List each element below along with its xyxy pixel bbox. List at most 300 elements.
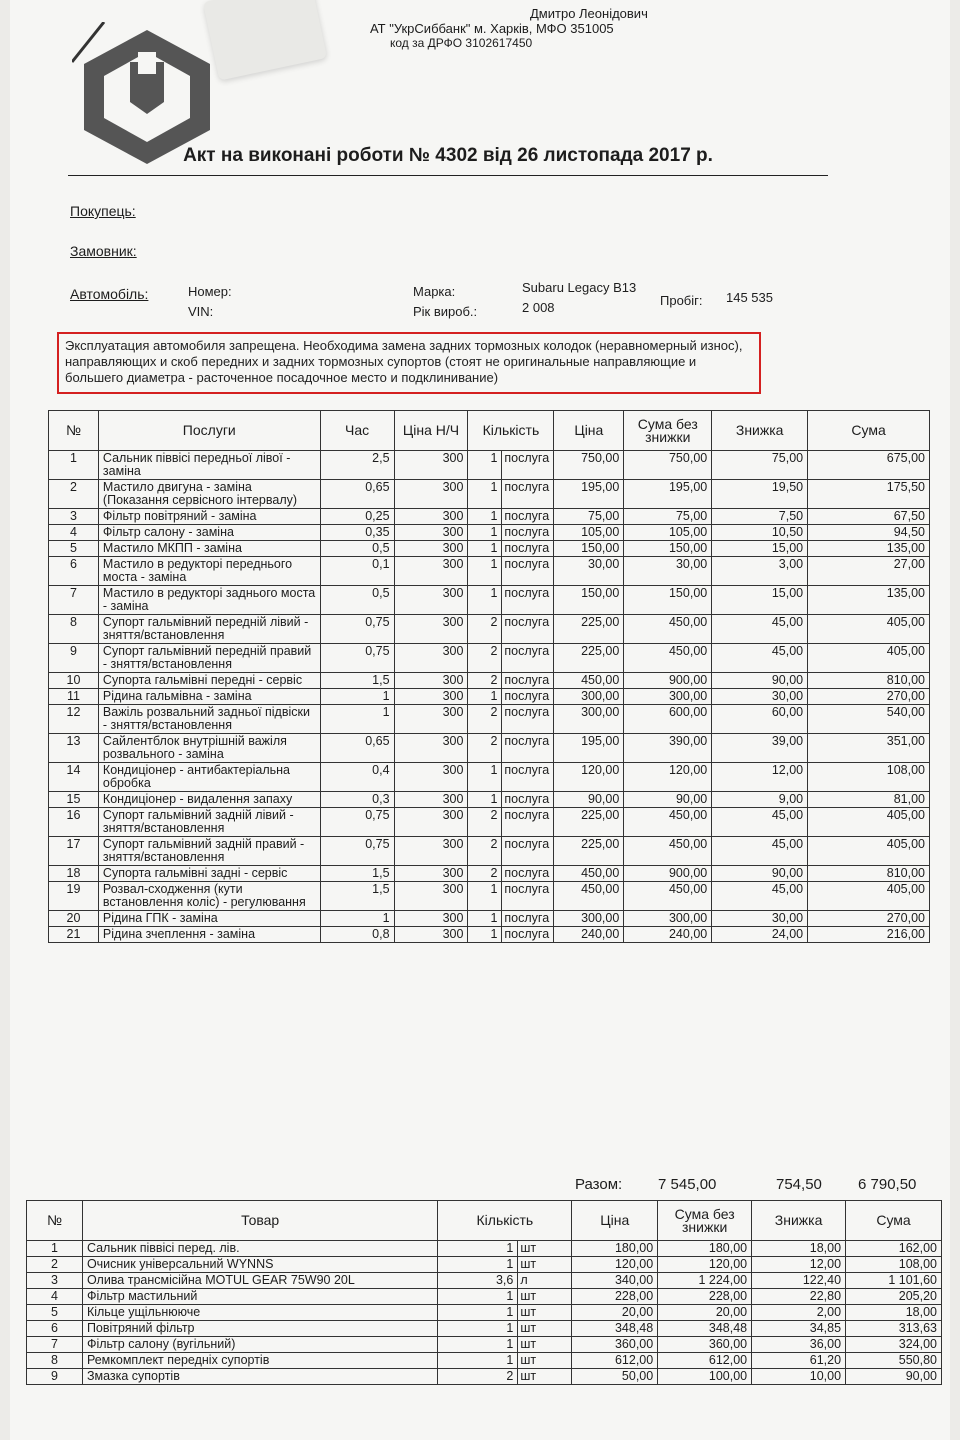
cell-quantity: 1 (468, 911, 502, 927)
cell-price: 300,00 (554, 705, 624, 734)
cell-sum: 405,00 (808, 644, 930, 673)
cell-hours: 0,75 (320, 837, 394, 866)
cell-discount: 30,00 (712, 689, 808, 705)
cell-unit: шт (518, 1305, 572, 1321)
cell-price: 150,00 (554, 586, 624, 615)
cell-service: Розвал-сходження (кути встановлення коліс) - регулювання (98, 882, 320, 911)
cell-sum: 810,00 (808, 673, 930, 689)
table-row (27, 1241, 942, 1257)
cell-sum: 135,00 (808, 541, 930, 557)
cell-sum: 405,00 (808, 837, 930, 866)
cell-quantity: 1 (468, 480, 502, 509)
cell-discount: 45,00 (712, 615, 808, 644)
cell-number: 5 (49, 541, 99, 557)
cell-number: 14 (49, 763, 99, 792)
cell-unit: послуга (502, 615, 554, 644)
cell-sum: 324,00 (846, 1337, 942, 1353)
cell-sum-no-discount: 120,00 (658, 1257, 752, 1273)
cell-price: 195,00 (554, 480, 624, 509)
cell-unit: послуга (502, 808, 554, 837)
cell-sum-no-discount: 240,00 (624, 927, 712, 943)
cell-price: 612,00 (572, 1353, 658, 1369)
cell-rate: 300 (394, 586, 468, 615)
cell-service: Мастило МКПП - заміна (98, 541, 320, 557)
cell-sum: 540,00 (808, 705, 930, 734)
cell-discount: 9,00 (712, 792, 808, 808)
cell-sum: 313,63 (846, 1321, 942, 1337)
table-row (27, 1289, 942, 1305)
cell-rate: 300 (394, 837, 468, 866)
cell-sum-no-discount: 30,00 (624, 557, 712, 586)
table-row (49, 615, 930, 644)
cell-quantity: 1 (468, 882, 502, 911)
table-row (49, 911, 930, 927)
cell-service: Супорта гальмівні передні - сервіс (98, 673, 320, 689)
cell-quantity: 2 (468, 644, 502, 673)
cell-discount: 75,00 (712, 451, 808, 480)
cell-quantity: 2 (438, 1369, 518, 1385)
cell-price: 105,00 (554, 525, 624, 541)
cell-number: 15 (49, 792, 99, 808)
cell-discount: 22,80 (752, 1289, 846, 1305)
cell-sum: 550,80 (846, 1353, 942, 1369)
cell-sum: 1 101,60 (846, 1273, 942, 1289)
cell-rate: 300 (394, 866, 468, 882)
cell-rate: 300 (394, 480, 468, 509)
cell-sum: 94,50 (808, 525, 930, 541)
cell-sum: 81,00 (808, 792, 930, 808)
cell-service: Мастило двигуна - заміна (Показання сервісного інтервалу) (98, 480, 320, 509)
cell-quantity: 1 (468, 763, 502, 792)
cell-price: 240,00 (554, 927, 624, 943)
goods-header-price: Ціна (572, 1201, 658, 1241)
cell-item: Олива трансмісійна MOTUL GEAR 75W90 20L (82, 1273, 438, 1289)
cell-number: 16 (49, 808, 99, 837)
cell-sum: 108,00 (846, 1257, 942, 1273)
cell-number: 4 (27, 1289, 83, 1305)
cell-number: 2 (49, 480, 99, 509)
cell-unit: послуга (502, 734, 554, 763)
cell-price: 300,00 (554, 911, 624, 927)
table-row (49, 792, 930, 808)
cell-hours: 0,75 (320, 644, 394, 673)
cell-rate: 300 (394, 644, 468, 673)
cell-unit: послуга (502, 644, 554, 673)
cell-sum-no-discount: 150,00 (624, 586, 712, 615)
cell-sum: 90,00 (846, 1369, 942, 1385)
cell-quantity: 2 (468, 734, 502, 763)
cell-sum-no-discount: 90,00 (624, 792, 712, 808)
cell-item: Фільтр мастильний (82, 1289, 438, 1305)
table-row (49, 557, 930, 586)
cell-discount: 61,20 (752, 1353, 846, 1369)
cell-discount: 3,00 (712, 557, 808, 586)
cell-price: 50,00 (572, 1369, 658, 1385)
cell-unit: послуга (502, 792, 554, 808)
cell-sum-no-discount: 300,00 (624, 911, 712, 927)
cell-sum-no-discount: 300,00 (624, 689, 712, 705)
cell-price: 450,00 (554, 866, 624, 882)
cell-price: 30,00 (554, 557, 624, 586)
car-brand-label: Марка: (413, 284, 456, 299)
header-service: Послуги (98, 411, 320, 451)
customer-label: Замовник: (70, 243, 137, 259)
cell-service: Сайлентблок внутрішній важіля розвального - заміна (98, 734, 320, 763)
cell-sum: 216,00 (808, 927, 930, 943)
totals-label: Разом: (575, 1176, 623, 1193)
cell-sum-no-discount: 348,48 (658, 1321, 752, 1337)
cell-rate: 300 (394, 792, 468, 808)
cell-price: 75,00 (554, 509, 624, 525)
table-row (49, 763, 930, 792)
cell-sum-no-discount: 612,00 (658, 1353, 752, 1369)
cell-item: Ремкомплект передніх супортів (82, 1353, 438, 1369)
cell-unit: послуга (502, 927, 554, 943)
cell-number: 2 (27, 1257, 83, 1273)
cell-price: 450,00 (554, 882, 624, 911)
cell-hours: 0,25 (320, 509, 394, 525)
cell-hours: 0,3 (320, 792, 394, 808)
cell-rate: 300 (394, 705, 468, 734)
cell-sum: 405,00 (808, 808, 930, 837)
table-row (27, 1305, 942, 1321)
cell-hours: 0,4 (320, 763, 394, 792)
cell-number: 13 (49, 734, 99, 763)
table-row (49, 837, 930, 866)
cell-discount: 15,00 (712, 586, 808, 615)
cell-hours: 1,5 (320, 882, 394, 911)
cell-sum: 27,00 (808, 557, 930, 586)
cell-sum: 175,50 (808, 480, 930, 509)
cell-rate: 300 (394, 525, 468, 541)
cell-unit: послуга (502, 866, 554, 882)
cell-hours: 0,65 (320, 480, 394, 509)
company-header (370, 6, 648, 51)
cell-discount: 19,50 (712, 480, 808, 509)
cell-quantity: 1 (468, 927, 502, 943)
table-row (27, 1353, 942, 1369)
cell-sum-no-discount: 900,00 (624, 673, 712, 689)
header-sum: Сума (808, 411, 930, 451)
car-number-label: Номер: (188, 284, 232, 299)
cell-quantity: 1 (438, 1337, 518, 1353)
cell-discount: 10,50 (712, 525, 808, 541)
cell-price: 120,00 (554, 763, 624, 792)
cell-number: 9 (27, 1369, 83, 1385)
cell-sum-no-discount: 360,00 (658, 1337, 752, 1353)
cell-quantity: 1 (468, 451, 502, 480)
cell-unit: шт (518, 1337, 572, 1353)
cell-number: 6 (27, 1321, 83, 1337)
cell-quantity: 2 (468, 705, 502, 734)
cell-price: 225,00 (554, 615, 624, 644)
cell-hours: 2,5 (320, 451, 394, 480)
table-row (49, 644, 930, 673)
table-row (49, 882, 930, 911)
cell-price: 20,00 (572, 1305, 658, 1321)
document-title: Акт на виконані роботи № 4302 від 26 листопада 2017 р. (68, 145, 828, 176)
cell-sum: 351,00 (808, 734, 930, 763)
cell-sum-no-discount: 105,00 (624, 525, 712, 541)
cell-sum-no-discount: 900,00 (624, 866, 712, 882)
goods-header-item: Товар (82, 1201, 438, 1241)
cell-sum-no-discount: 450,00 (624, 808, 712, 837)
cell-quantity: 1 (468, 689, 502, 705)
cell-number: 21 (49, 927, 99, 943)
header-quantity: Кількість (468, 411, 554, 451)
table-row (49, 734, 930, 763)
table-row (27, 1337, 942, 1353)
cell-hours: 0,35 (320, 525, 394, 541)
cell-discount: 24,00 (712, 927, 808, 943)
cell-price: 150,00 (554, 541, 624, 557)
cell-discount: 90,00 (712, 866, 808, 882)
table-row (27, 1369, 942, 1385)
cell-item: Змазка супортів (82, 1369, 438, 1385)
cell-rate: 300 (394, 557, 468, 586)
cell-sum-no-discount: 228,00 (658, 1289, 752, 1305)
cell-unit: послуга (502, 480, 554, 509)
tax-code: код за ДРФО 3102617450 (390, 36, 533, 50)
cell-service: Фільтр повітряний - заміна (98, 509, 320, 525)
cell-price: 225,00 (554, 808, 624, 837)
cell-quantity: 1 (438, 1241, 518, 1257)
cell-sum-no-discount: 150,00 (624, 541, 712, 557)
cell-quantity: 1 (468, 541, 502, 557)
cell-rate: 300 (394, 673, 468, 689)
cell-number: 17 (49, 837, 99, 866)
cell-sum-no-discount: 20,00 (658, 1305, 752, 1321)
cell-rate: 300 (394, 689, 468, 705)
cell-sum: 405,00 (808, 882, 930, 911)
cell-quantity: 3,6 (438, 1273, 518, 1289)
cell-sum-no-discount: 390,00 (624, 734, 712, 763)
cell-price: 195,00 (554, 734, 624, 763)
header-number: № (49, 411, 99, 451)
cell-item: Очисник універсальний WYNNS (82, 1257, 438, 1273)
cell-service: Рідина гальмівна - заміна (98, 689, 320, 705)
cell-quantity: 2 (468, 837, 502, 866)
cell-hours: 1 (320, 911, 394, 927)
cell-number: 8 (49, 615, 99, 644)
cell-hours: 0,8 (320, 927, 394, 943)
cell-unit: шт (518, 1289, 572, 1305)
cell-unit: послуга (502, 763, 554, 792)
cell-sum-no-discount: 75,00 (624, 509, 712, 525)
cell-unit: послуга (502, 509, 554, 525)
cell-sum-no-discount: 450,00 (624, 882, 712, 911)
cell-sum-no-discount: 600,00 (624, 705, 712, 734)
cell-number: 4 (49, 525, 99, 541)
cell-sum: 675,00 (808, 451, 930, 480)
cell-discount: 39,00 (712, 734, 808, 763)
cell-service: Мастило в редукторі переднього моста - заміна (98, 557, 320, 586)
cell-item: Повітряний фільтр (82, 1321, 438, 1337)
table-row (27, 1273, 942, 1289)
goods-header-number: № (27, 1201, 83, 1241)
car-brand-value: Subaru Legacy B13 (522, 280, 637, 295)
cell-price: 348,48 (572, 1321, 658, 1337)
cell-unit: послуга (502, 837, 554, 866)
cell-hours: 0,5 (320, 541, 394, 557)
cell-quantity: 1 (438, 1289, 518, 1305)
cell-hours: 0,75 (320, 808, 394, 837)
cell-sum: 135,00 (808, 586, 930, 615)
cell-number: 10 (49, 673, 99, 689)
cell-hours: 0,1 (320, 557, 394, 586)
totals-sum-no-discount: 7 545,00 (658, 1176, 717, 1193)
table-row (49, 689, 930, 705)
cell-sum-no-discount: 195,00 (624, 480, 712, 509)
car-year-label: Рік вироб.: (413, 304, 478, 319)
car-mileage-value: 145 535 (726, 290, 773, 305)
cell-price: 90,00 (554, 792, 624, 808)
cell-item: Фільтр салону (вугільний) (82, 1337, 438, 1353)
table-row (27, 1321, 942, 1337)
totals-sum: 6 790,50 (858, 1176, 917, 1193)
cell-quantity: 1 (438, 1353, 518, 1369)
cell-discount: 122,40 (752, 1273, 846, 1289)
cell-discount: 15,00 (712, 541, 808, 557)
cell-price: 340,00 (572, 1273, 658, 1289)
cell-item: Сальник піввісі перед. лів. (82, 1241, 438, 1257)
cell-sum: 108,00 (808, 763, 930, 792)
cell-hours: 1,5 (320, 673, 394, 689)
cell-sum: 18,00 (846, 1305, 942, 1321)
cell-sum: 67,50 (808, 509, 930, 525)
cell-service: Фільтр салону - заміна (98, 525, 320, 541)
cell-unit: послуга (502, 451, 554, 480)
table-row (49, 673, 930, 689)
cell-unit: шт (518, 1241, 572, 1257)
table-row (49, 480, 930, 509)
cell-number: 3 (27, 1273, 83, 1289)
cell-number: 11 (49, 689, 99, 705)
owner-name: Дмитро Леонідович (530, 6, 648, 21)
cell-number: 8 (27, 1353, 83, 1369)
car-mileage-label: Пробіг: (660, 293, 703, 308)
table-row (49, 866, 930, 882)
cell-sum: 162,00 (846, 1241, 942, 1257)
services-table (48, 410, 930, 943)
cell-unit: послуга (502, 673, 554, 689)
cell-unit: шт (518, 1369, 572, 1385)
cell-rate: 300 (394, 911, 468, 927)
table-row (49, 451, 930, 480)
cell-service: Мастило в редукторі заднього моста - заміна (98, 586, 320, 615)
table-row (49, 541, 930, 557)
cell-quantity: 1 (438, 1321, 518, 1337)
cell-price: 120,00 (572, 1257, 658, 1273)
cell-sum: 810,00 (808, 866, 930, 882)
cell-rate: 300 (394, 541, 468, 557)
cell-service: Кондиціонер - антибактеріальна обробка (98, 763, 320, 792)
cell-service: Рідина зчеплення - заміна (98, 927, 320, 943)
cell-quantity: 1 (468, 586, 502, 615)
cell-hours: 0,65 (320, 734, 394, 763)
cell-sum: 405,00 (808, 615, 930, 644)
cell-discount: 7,50 (712, 509, 808, 525)
cell-rate: 300 (394, 615, 468, 644)
header-price: Ціна (554, 411, 624, 451)
cell-unit: шт (518, 1257, 572, 1273)
cell-quantity: 2 (468, 673, 502, 689)
cell-discount: 90,00 (712, 673, 808, 689)
cell-discount: 45,00 (712, 882, 808, 911)
cell-number: 18 (49, 866, 99, 882)
goods-header-quantity: Кількість (438, 1201, 572, 1241)
table-row (49, 808, 930, 837)
cell-sum-no-discount: 120,00 (624, 763, 712, 792)
cell-discount: 45,00 (712, 808, 808, 837)
bank-line: АТ "УкрСиббанк" м. Харків, МФО 351005 (370, 21, 614, 36)
cell-discount: 12,00 (752, 1257, 846, 1273)
cell-discount: 34,85 (752, 1321, 846, 1337)
cell-price: 360,00 (572, 1337, 658, 1353)
cell-discount: 18,00 (752, 1241, 846, 1257)
cell-price: 450,00 (554, 673, 624, 689)
car-label: Автомобіль: (70, 286, 149, 302)
table-row (49, 705, 930, 734)
cell-service: Супорт гальмівний задній правий - зняття/встановлення (98, 837, 320, 866)
car-vin-label: VIN: (188, 304, 214, 319)
cell-number: 7 (27, 1337, 83, 1353)
table-row (49, 509, 930, 525)
goods-header-sum-no-discount: Сума без знижки (658, 1201, 752, 1241)
cell-hours: 0,75 (320, 615, 394, 644)
cell-sum-no-discount: 1 224,00 (658, 1273, 752, 1289)
cell-discount: 60,00 (712, 705, 808, 734)
cell-number: 6 (49, 557, 99, 586)
cell-quantity: 2 (468, 615, 502, 644)
cell-unit: послуга (502, 705, 554, 734)
cell-unit: послуга (502, 586, 554, 615)
cell-number: 1 (27, 1241, 83, 1257)
cell-number: 19 (49, 882, 99, 911)
cell-rate: 300 (394, 763, 468, 792)
cell-rate: 300 (394, 927, 468, 943)
cell-quantity: 1 (438, 1305, 518, 1321)
goods-table (26, 1200, 942, 1385)
cell-price: 228,00 (572, 1289, 658, 1305)
cell-discount: 2,00 (752, 1305, 846, 1321)
cell-service: Кондиціонер - видалення запаху (98, 792, 320, 808)
cell-price: 750,00 (554, 451, 624, 480)
cell-hours: 1 (320, 705, 394, 734)
cell-service: Важіль розвальний задньої підвіски - зняття/встановлення (98, 705, 320, 734)
buyer-label: Покупець: (70, 203, 136, 219)
cell-unit: шт (518, 1353, 572, 1369)
cell-unit: л (518, 1273, 572, 1289)
cell-sum-no-discount: 100,00 (658, 1369, 752, 1385)
goods-header-discount: Знижка (752, 1201, 846, 1241)
cell-rate: 300 (394, 882, 468, 911)
cell-sum-no-discount: 450,00 (624, 837, 712, 866)
cell-discount: 10,00 (752, 1369, 846, 1385)
cell-sum-no-discount: 180,00 (658, 1241, 752, 1257)
cell-rate: 300 (394, 808, 468, 837)
cell-discount: 45,00 (712, 837, 808, 866)
cell-unit: послуга (502, 541, 554, 557)
header-discount: Знижка (712, 411, 808, 451)
cell-sum: 270,00 (808, 689, 930, 705)
cell-service: Сальник піввісі передньої лівої - заміна (98, 451, 320, 480)
car-year-value: 2 008 (522, 300, 555, 315)
cell-unit: послуга (502, 557, 554, 586)
cell-rate: 300 (394, 451, 468, 480)
cell-quantity: 2 (468, 866, 502, 882)
cell-discount: 45,00 (712, 644, 808, 673)
